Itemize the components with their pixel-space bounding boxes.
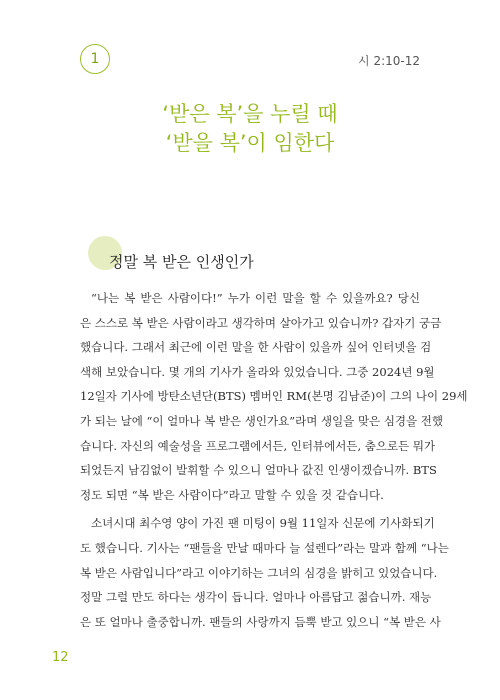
paragraph-1 xyxy=(80,286,468,507)
scripture-reference: 시 2:10-12 xyxy=(358,54,420,68)
text-line: 색해 보았습니다. 몇 개의 기사가 올라와 있었습니다. 그중 2024년 9월 xyxy=(80,364,435,379)
paragraph-2 xyxy=(80,511,449,634)
text-line: 12일자 기사에 방탄소년단(BTS) 멤버인 RM(본명 김남준)이 그의 나이 29세 xyxy=(80,389,468,404)
text-line: 도 했습니다. 기사는 “팬들을 만날 때마다 늘 설렌다”라는 말과 함께 “나는 xyxy=(80,540,449,555)
text-line: 소녀시대 최수영 양이 가진 팬 미팅이 9월 11일자 신문에 기사화되기 xyxy=(91,516,435,531)
section-heading: 정말 복 받은 인생인가 xyxy=(109,253,254,271)
chapter-title-line-1: ‘받은 복’을 누릴 때 xyxy=(162,102,338,126)
text-line: “나는 복 받은 사람이다!” 누가 이런 말을 할 수 있을까요? 당신 xyxy=(91,291,420,305)
page-number: 12 xyxy=(52,650,69,665)
text-line: 되었든지 남김없이 발휘할 수 있으니 얼마나 값진 인생이겠습니까. BTS xyxy=(80,463,437,478)
body-text xyxy=(80,286,468,634)
text-line: 정도 되면 “복 받은 사람이다”라고 말할 수 있을 것 같습니다. xyxy=(80,487,384,502)
text-line: 정말 그럴 만도 하다는 생각이 듭니다. 얼마나 아름답고 젊습니까. 재능 xyxy=(80,590,432,605)
text-line: 복 받은 사람입니다”라고 이야기하는 그녀의 심경을 밝히고 있었습니다. xyxy=(80,565,438,580)
text-line: 은 스스로 복 받은 사람이라고 생각하며 살아가고 있습니까? 갑자기 궁금 xyxy=(80,315,442,330)
chapter-title xyxy=(0,100,500,158)
chapter-title-line-2: ‘받을 복’이 임한다 xyxy=(165,131,335,155)
text-line: 습니다. 자신의 예술성을 프로그램에서든, 인터뷰에서든, 춤으로든 뭐가 xyxy=(80,438,436,453)
text-line: 가 되는 날에 “이 얼마나 복 받은 생인가요”라며 생일을 맞은 심경을 전했 xyxy=(80,413,444,428)
chapter-number-badge xyxy=(80,44,110,74)
text-line: 은 또 얼마나 출중합니까. 팬들의 사랑까지 듬뿍 받고 있으니 “복 받은 사 xyxy=(80,614,441,629)
chapter-number: 1 xyxy=(90,51,100,67)
text-line: 했습니다. 그래서 최근에 이런 말을 한 사람이 있을까 싶어 인터넷을 검 xyxy=(80,340,432,355)
